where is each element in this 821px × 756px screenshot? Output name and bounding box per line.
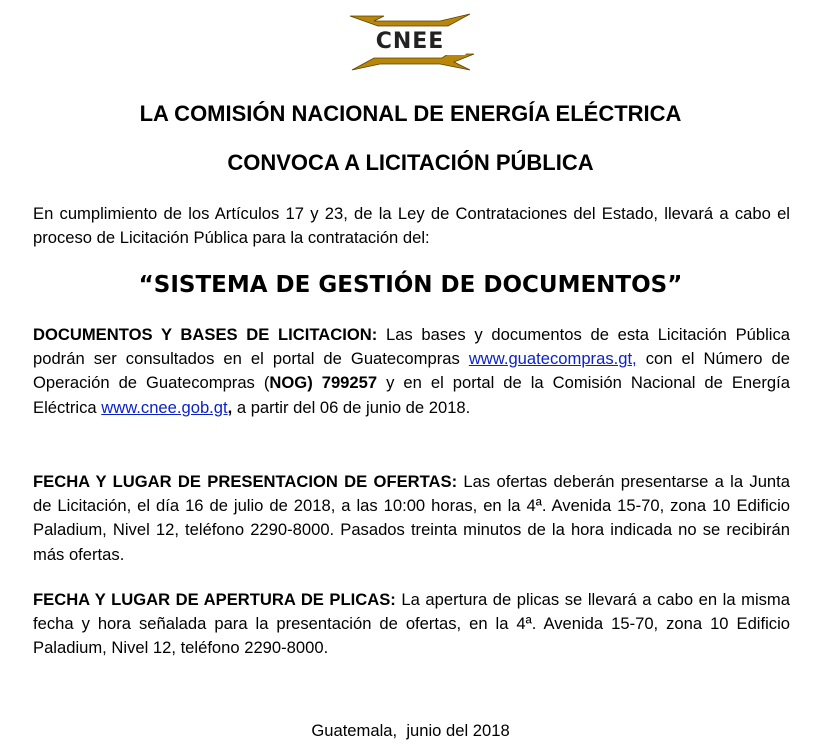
documentos-text-3: y en el portal de la Comisión Nacional de Energía Eléctrica — [33, 373, 790, 417]
presentacion-paragraph — [33, 470, 790, 567]
cnee-logo — [344, 12, 476, 72]
apertura-text: La apertura de plicas se llevará a cabo en la misma fecha y hora señalada para la presentación de ofertas, en la 4ª. Avenida 15-70, zona 10 Edificio Paladium, Nivel 12, teléfono 2290-8000. — [33, 590, 790, 658]
documentos-text-2: con el Número de Operación de Guatecompras ( — [33, 349, 790, 393]
page-subtitle: CONVOCA A LICITACIÓN PÚBLICA — [227, 150, 594, 175]
guatecompras-link[interactable]: www.guatecompras.gt, — [468, 349, 637, 369]
tender-subject: “SISTEMA DE GESTIÓN DE DOCUMENTOS” — [138, 272, 683, 298]
page-title: LA COMISIÓN NACIONAL DE ENERGÍA ELÉCTRICA — [139, 101, 682, 126]
presentacion-heading: FECHA Y LUGAR DE PRESENTACION DE OFERTAS: — [33, 472, 458, 491]
cnee-link[interactable]: www.cnee.gob.gt — [101, 397, 228, 417]
documentos-text-4: a partir del 06 de junio de 2018. — [232, 397, 471, 417]
presentacion-text: Las ofertas deberán presentarse a la Junta de Licitación, el día 16 de julio de 2018, a las 10:00 horas, en la 4ª. Avenida 15-70, zona 10 Edificio Paladium, Nivel 12, teléfono 2290-8000. Pasados treinta minutos de la hora indicada no se recibirán más ofertas. — [33, 472, 790, 564]
footer-date: Guatemala, junio del 2018 — [311, 721, 510, 740]
documentos-paragraph — [33, 323, 790, 420]
documentos-text-1: Las bases y documentos de esta Licitación Pública podrán ser consultados en el portal de Guatecompras — [33, 325, 790, 369]
documentos-comma: , — [227, 397, 233, 417]
apertura-heading: FECHA Y LUGAR DE APERTURA DE PLICAS: — [33, 590, 396, 609]
documentos-heading: DOCUMENTOS Y BASES DE LICITACION: — [33, 325, 378, 344]
intro-paragraph: En cumplimiento de los Artículos 17 y 23, de la Ley de Contrataciones del Estado, llevará a cabo el proceso de Licitación Pública para la contratación del: — [33, 204, 790, 248]
logo-text: CNEE — [375, 29, 445, 54]
apertura-paragraph — [33, 588, 790, 661]
nog-number: NOG) 799257 — [269, 373, 378, 393]
